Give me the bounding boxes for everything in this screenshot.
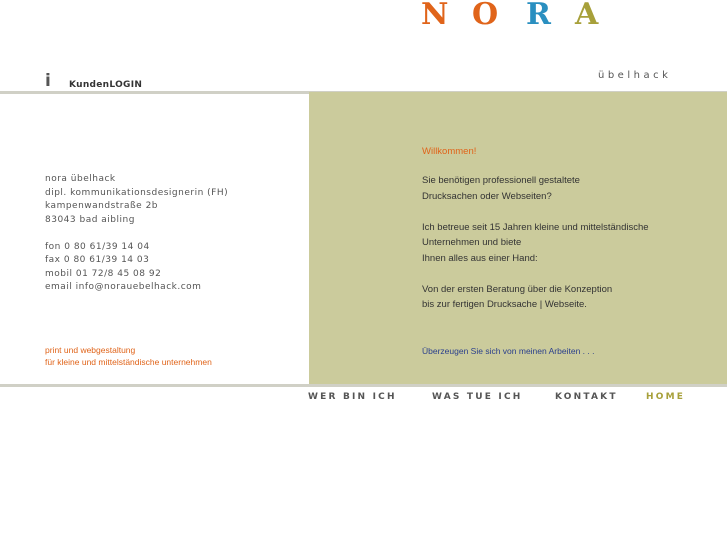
logo-letter-r: R bbox=[526, 0, 551, 32]
contact-phone: fon 0 80 61/39 14 04 bbox=[45, 241, 150, 252]
contact-email[interactable]: email info@norauebelhack.com bbox=[45, 282, 202, 292]
contact-mobile: mobil 01 72/8 45 08 92 bbox=[45, 268, 162, 279]
contact-block bbox=[45, 173, 228, 295]
nav-wer-bin-ich[interactable]: WER BIN ICH bbox=[308, 392, 397, 402]
nav-kontakt[interactable]: KONTAKT bbox=[555, 392, 618, 402]
nav-was-tue-ich[interactable]: WAS TUE ICH bbox=[432, 392, 523, 402]
portfolio-link[interactable]: Überzeugen Sie sich von meinen Arbeiten . . . bbox=[422, 346, 595, 356]
contact-name: nora übelhack bbox=[45, 174, 116, 184]
header bbox=[0, 0, 727, 92]
text-line: Ich betreue seit 15 Jahren kleine und mittelständische bbox=[422, 221, 649, 233]
intro-paragraph bbox=[422, 220, 649, 267]
text-line: Sie benötigen professionell gestaltete bbox=[422, 175, 580, 186]
text-line: Drucksachen oder Webseiten? bbox=[422, 190, 552, 202]
logo-letter-a: A bbox=[575, 0, 599, 32]
contact-fax: fax 0 80 61/39 14 03 bbox=[45, 255, 150, 265]
tagline-line: print und webgestaltung bbox=[45, 345, 136, 355]
welcome-heading: Willkommen! bbox=[422, 146, 477, 157]
text-line: Unternehmen und biete bbox=[422, 237, 522, 248]
bottom-divider bbox=[0, 384, 727, 387]
contact-street: kampenwandstraße 2b bbox=[45, 201, 159, 211]
text-line: Von der ersten Beratung über die Konzeption bbox=[422, 283, 613, 295]
intro-text bbox=[422, 173, 649, 328]
logo-letter-o: O bbox=[472, 0, 499, 32]
contact-city: 83043 bad aibling bbox=[45, 214, 135, 225]
logo-letter-n: N bbox=[421, 0, 449, 32]
logo-subtitle: übelhack bbox=[598, 70, 672, 81]
contact-title: dipl. kommunikationsdesignerin (FH) bbox=[45, 187, 229, 198]
tagline bbox=[45, 345, 212, 368]
tagline-line: für kleine und mittelständische unternehmen bbox=[45, 356, 212, 367]
intro-paragraph bbox=[422, 173, 649, 204]
intro-paragraph bbox=[422, 282, 649, 313]
info-icon[interactable]: i bbox=[45, 71, 51, 91]
text-line: bis zur fertigen Drucksache | Webseite. bbox=[422, 299, 587, 310]
text-line: Ihnen alles aus einer Hand: bbox=[422, 252, 538, 264]
customer-login-link[interactable]: KundenLOGIN bbox=[69, 80, 143, 90]
nav-home[interactable]: HOME bbox=[646, 392, 686, 402]
